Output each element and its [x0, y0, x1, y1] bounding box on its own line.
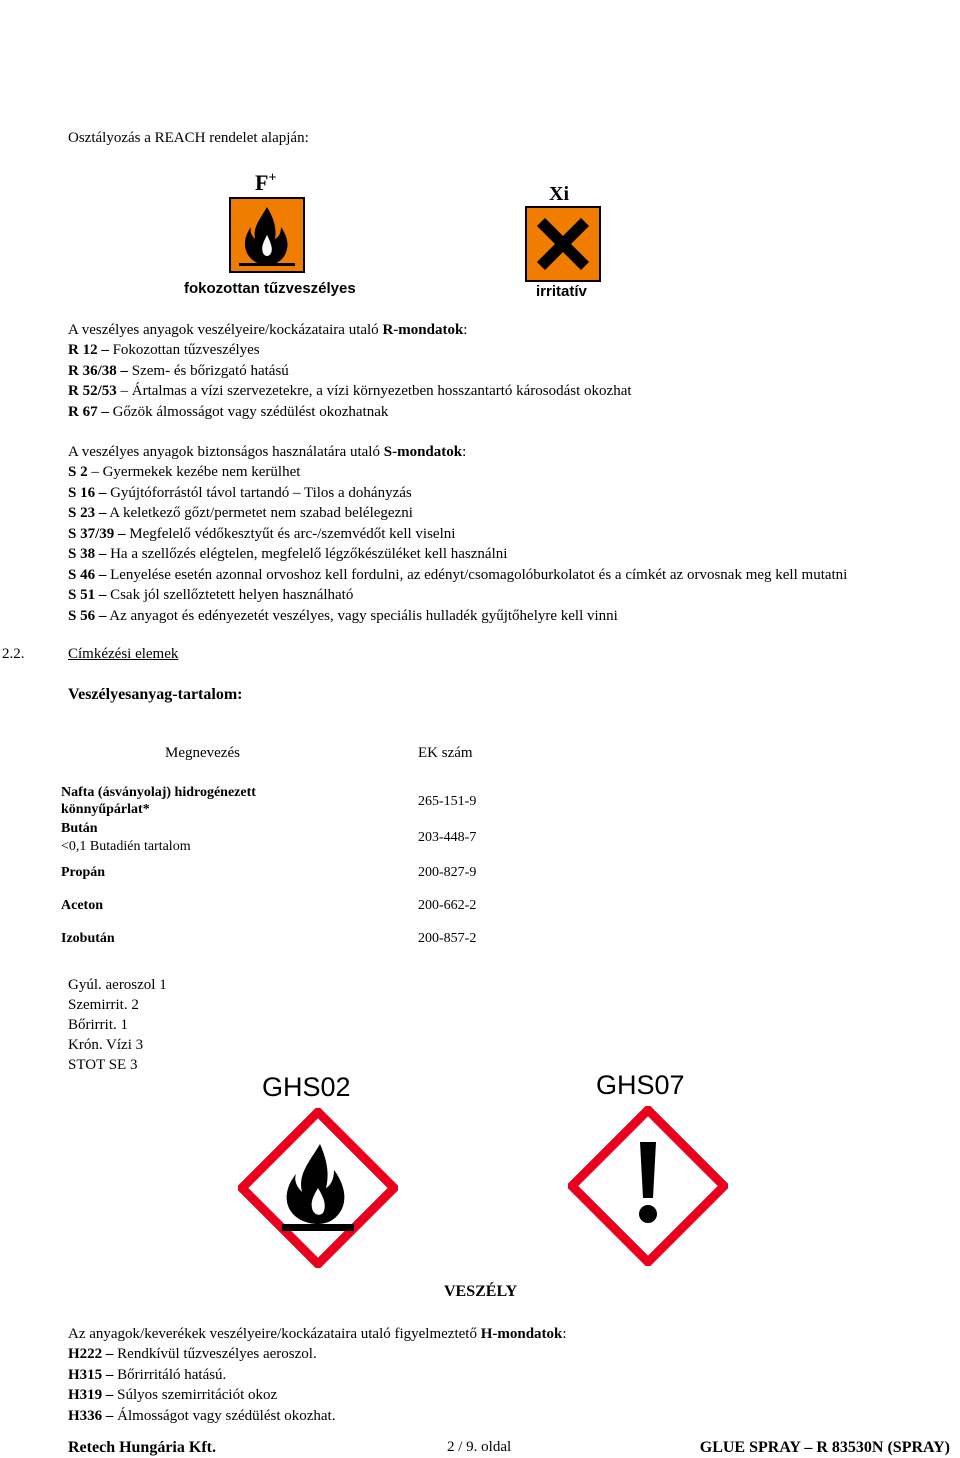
- symbol-f-label: fokozottan tűzveszélyes: [184, 280, 356, 297]
- ghs-class-item: Gyúl. aeroszol 1: [68, 977, 167, 993]
- exclamation-icon: [568, 1106, 728, 1266]
- r-phrase-item: R 36/38 – Szem- és bőrizgató hatású: [68, 363, 289, 379]
- ghs07-code: GHS07: [596, 1070, 685, 1100]
- table-row-ek: 200-857-2: [418, 931, 477, 946]
- table-row-name: Propán: [61, 865, 106, 880]
- s-phrase-item: S 23 – A keletkező gőzt/permetet nem szabad belélegezni: [68, 505, 413, 521]
- ghs-class-item: STOT SE 3: [68, 1057, 138, 1073]
- h-phrases-intro: Az anyagok/keverékek veszélyeire/kockázataira utaló figyelmeztető H-mondatok:: [68, 1326, 567, 1342]
- s-phrase-item: S 38 – Ha a szellőzés elégtelen, megfelelő légzőkészüléket kell használni: [68, 546, 508, 562]
- ghs-class-item: Szemirrit. 2: [68, 997, 139, 1013]
- hazard-content-title: Veszélyesanyag-tartalom:: [68, 686, 243, 703]
- footer-product: GLUE SPRAY – R 83530N (SPRAY): [699, 1439, 950, 1456]
- table-row-ek: 265-151-9: [418, 794, 477, 809]
- symbol-xi-code: Xi: [549, 183, 569, 205]
- ghs-class-item: Krón. Vízi 3: [68, 1037, 144, 1053]
- table-row-name: Bután: [61, 821, 98, 836]
- footer-page-number: 2 / 9. oldal: [447, 1439, 512, 1455]
- s-phrase-item: S 2 – Gyermekek kezébe nem kerülhet: [68, 464, 301, 480]
- ghs02-code: GHS02: [262, 1072, 351, 1102]
- s-phrases-intro: A veszélyes anyagok biztonságos használatára utaló S-mondatok:: [68, 444, 467, 460]
- table-row-name: Aceton: [61, 898, 103, 913]
- table-row-note: <0,1 Butadién tartalom: [61, 839, 191, 854]
- signal-word: VESZÉLY: [444, 1283, 518, 1300]
- ghs-class-item: Bőrirrit. 1: [68, 1017, 128, 1033]
- header-review-date: Felülvizsgálat időpontja: -: [8, 21, 176, 38]
- table-header-name: Megnevezés: [165, 745, 240, 761]
- header-url[interactable]: http://www.biztonsagiadatlap.hu: [760, 21, 955, 37]
- h-phrase-item: H336 – Álmosságot vagy szédülést okozhat.: [68, 1408, 336, 1424]
- h-phrase-item: H222 – Rendkívül tűzveszélyes aeroszol.: [68, 1346, 317, 1362]
- s-phrase-item: S 37/39 – Megfelelő védőkesztyűt és arc-/szemvédőt kell viselni: [68, 526, 456, 542]
- classification-title: Osztályozás a REACH rendelet alapján:: [68, 130, 309, 146]
- s-phrase-item: S 16 – Gyújtóforrástól távol tartandó – Tilos a dohányzás: [68, 485, 412, 501]
- flame-icon: [229, 197, 305, 273]
- header-prepared-date: Elkészítés időpontja: 2011. június 16.: [8, 2, 249, 19]
- s-phrase-item: S 56 – Az anyagot és edényezetét veszélyes, vagy speciális hulladék gyűjtőhelyre kell vinni: [68, 608, 618, 624]
- footer-company: Retech Hungária Kft.: [68, 1439, 216, 1456]
- table-row-ek: 203-448-7: [418, 830, 477, 845]
- r-phrases-intro: A veszélyes anyagok veszélyeire/kockázataira utaló R-mondatok:: [68, 322, 468, 338]
- r-phrase-item: R 67 – Gőzök álmosságot vagy szédülést okozhatnak: [68, 404, 389, 420]
- table-row-name: Nafta (ásványolaj) hidrogénezett könnyűpárlat*: [61, 785, 256, 817]
- h-phrase-item: H315 – Bőrirritáló hatású.: [68, 1367, 227, 1383]
- flame-icon: [238, 1108, 398, 1268]
- h-phrase-item: H319 – Súlyos szemirritációt okoz: [68, 1387, 278, 1403]
- section-title: Címkézési elemek: [68, 646, 179, 662]
- symbol-f-code: F+: [255, 170, 277, 195]
- r-phrase-item: R 12 – Fokozottan tűzveszélyes: [68, 342, 260, 358]
- cross-icon: [525, 206, 601, 282]
- symbol-xi-label: irritatív: [536, 283, 587, 300]
- table-header-ek: EK szám: [418, 745, 473, 761]
- table-row-ek: 200-662-2: [418, 898, 477, 913]
- header-version: Verziószám: 1: [8, 40, 100, 57]
- table-row-name: Izobután: [61, 931, 115, 946]
- s-phrase-item: S 51 – Csak jól szellőztetett helyen használható: [68, 587, 354, 603]
- s-phrase-item: S 46 – Lenyelése esetén azonnal orvoshoz kell fordulni, az edényt/csomagolóburkolatot és a címkét az orvosnak meg kell mutatni: [68, 567, 848, 583]
- table-row-ek: 200-827-9: [418, 865, 477, 880]
- r-phrase-item: R 52/53 – Ártalmas a vízi szervezetekre, a vízi környezetben hosszantartó károsodást okozhat: [68, 383, 632, 399]
- section-number: 2.2.: [2, 646, 25, 662]
